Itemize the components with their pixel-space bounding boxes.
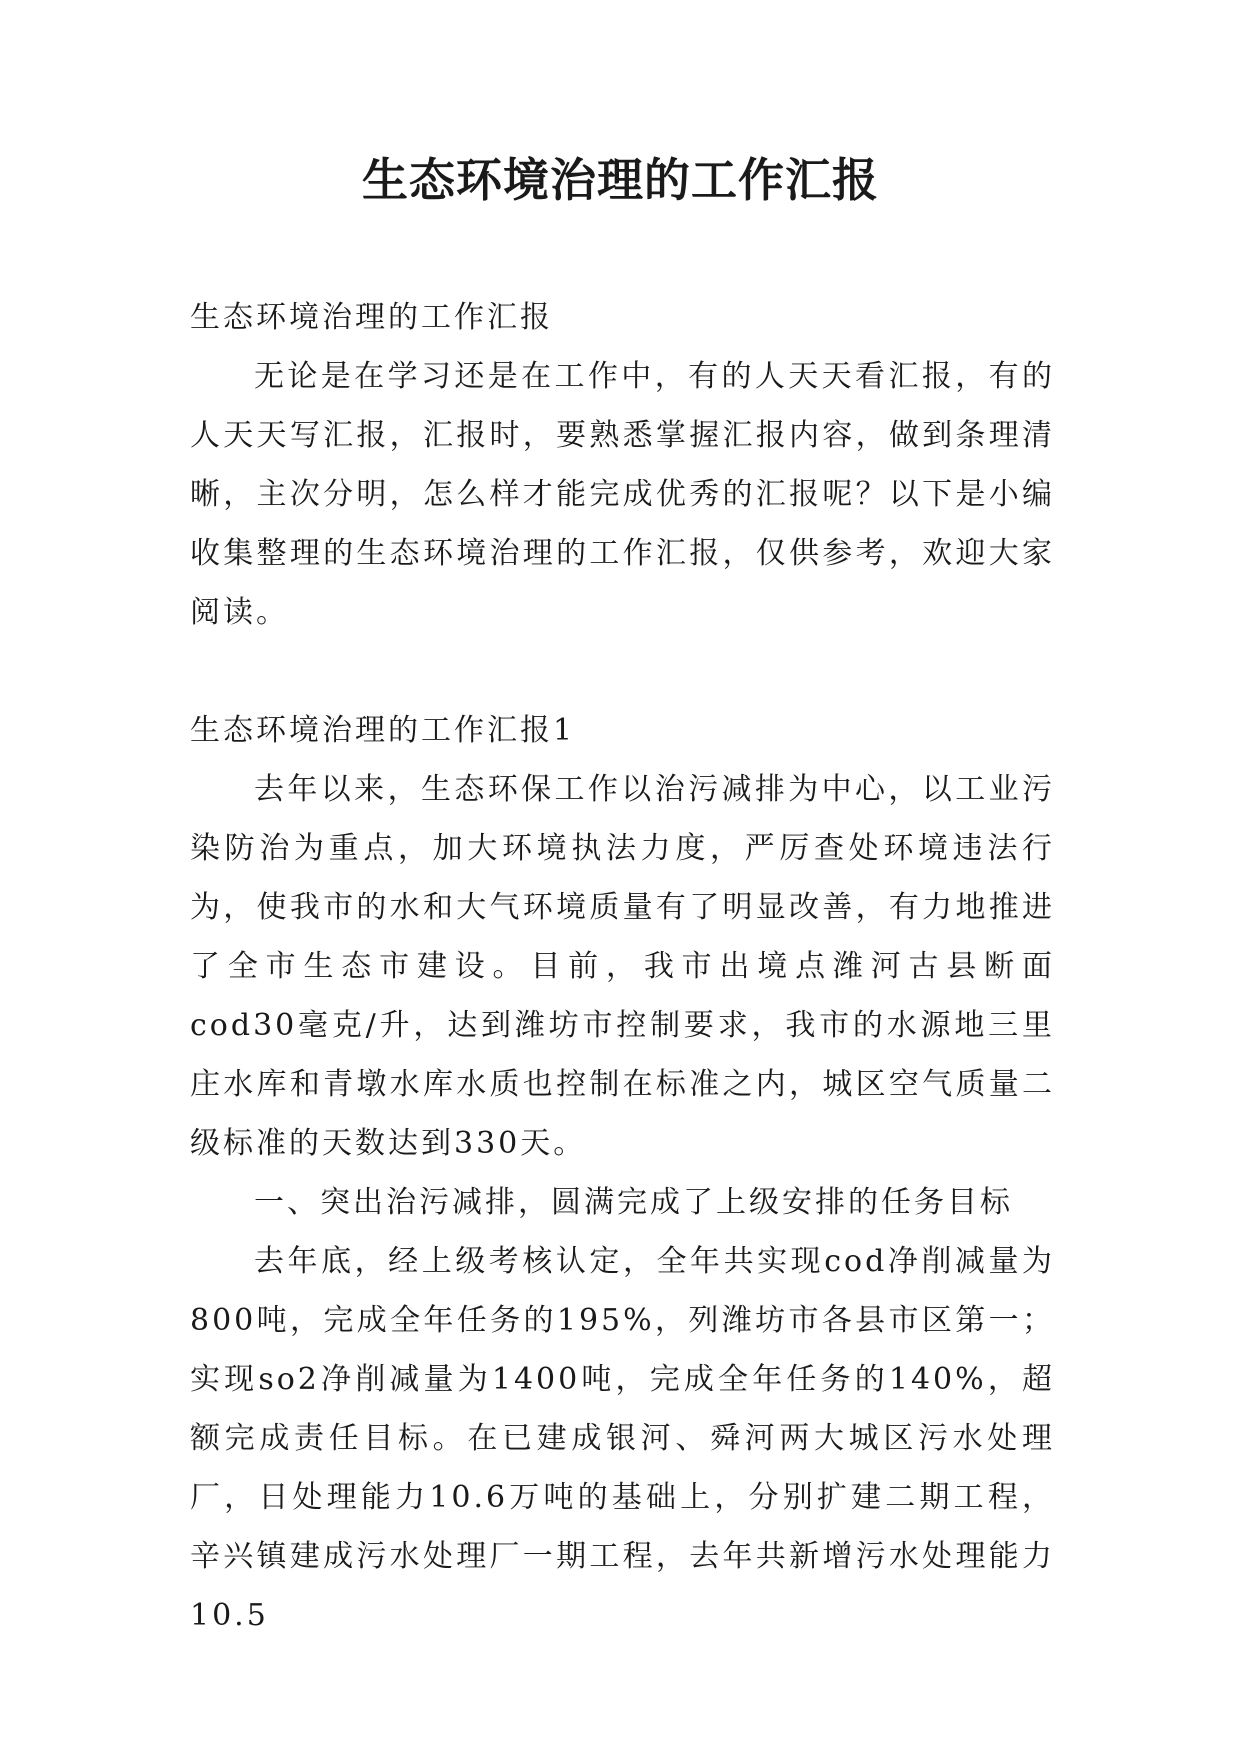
section1-subheading: 一、突出治污减排，圆满完成了上级安排的任务目标 (254, 1185, 1013, 1220)
section1-paragraph-1: 去年以来，生态环保工作以治污减排为中心，以工业污染防治为重点，加大环境执法力度，严厉查处环境违法行为，使我市的水和大气环境质量有了明显改善，有力地推进了全市生态市建设。目前，我市出境点潍河古县断面cod30毫克/升，达到潍坊市控制要求，我市的水源地三里庄水库和青墩水库水质也控制在标准之内，城区空气质量二级标准的天数达到330天。 (190, 772, 1055, 1161)
section-spacer (190, 642, 1055, 701)
section1-paragraph-2: 去年底，经上级考核认定，全年共实现cod净削减量为800吨，完成全年任务的195%，列潍坊市各县市区第一；实现so2净削减量为1400吨，完成全年任务的140%，超额完成责任目标。在已建成银河、舜河两大城区污水处理厂，日处理能力10.6万吨的基础上，分别扩建二期工程，辛兴镇建成污水处理厂一期工程，去年共新增污水处理能力10.5 (190, 1244, 1055, 1633)
document-title: 生态环境治理的工作汇报 (362, 153, 879, 207)
intro-paragraph: 无论是在学习还是在工作中，有的人天天看汇报，有的人天天写汇报，汇报时，要熟悉掌握汇报内容，做到条理清晰，主次分明，怎么样才能完成优秀的汇报呢？以下是小编收集整理的生态环境治理的工作汇报，仅供参考，欢迎大家阅读。 (190, 359, 1055, 630)
document-body (190, 288, 1055, 1645)
section1-heading: 生态环境治理的工作汇报1 (190, 713, 576, 748)
intro-heading: 生态环境治理的工作汇报 (190, 300, 553, 335)
